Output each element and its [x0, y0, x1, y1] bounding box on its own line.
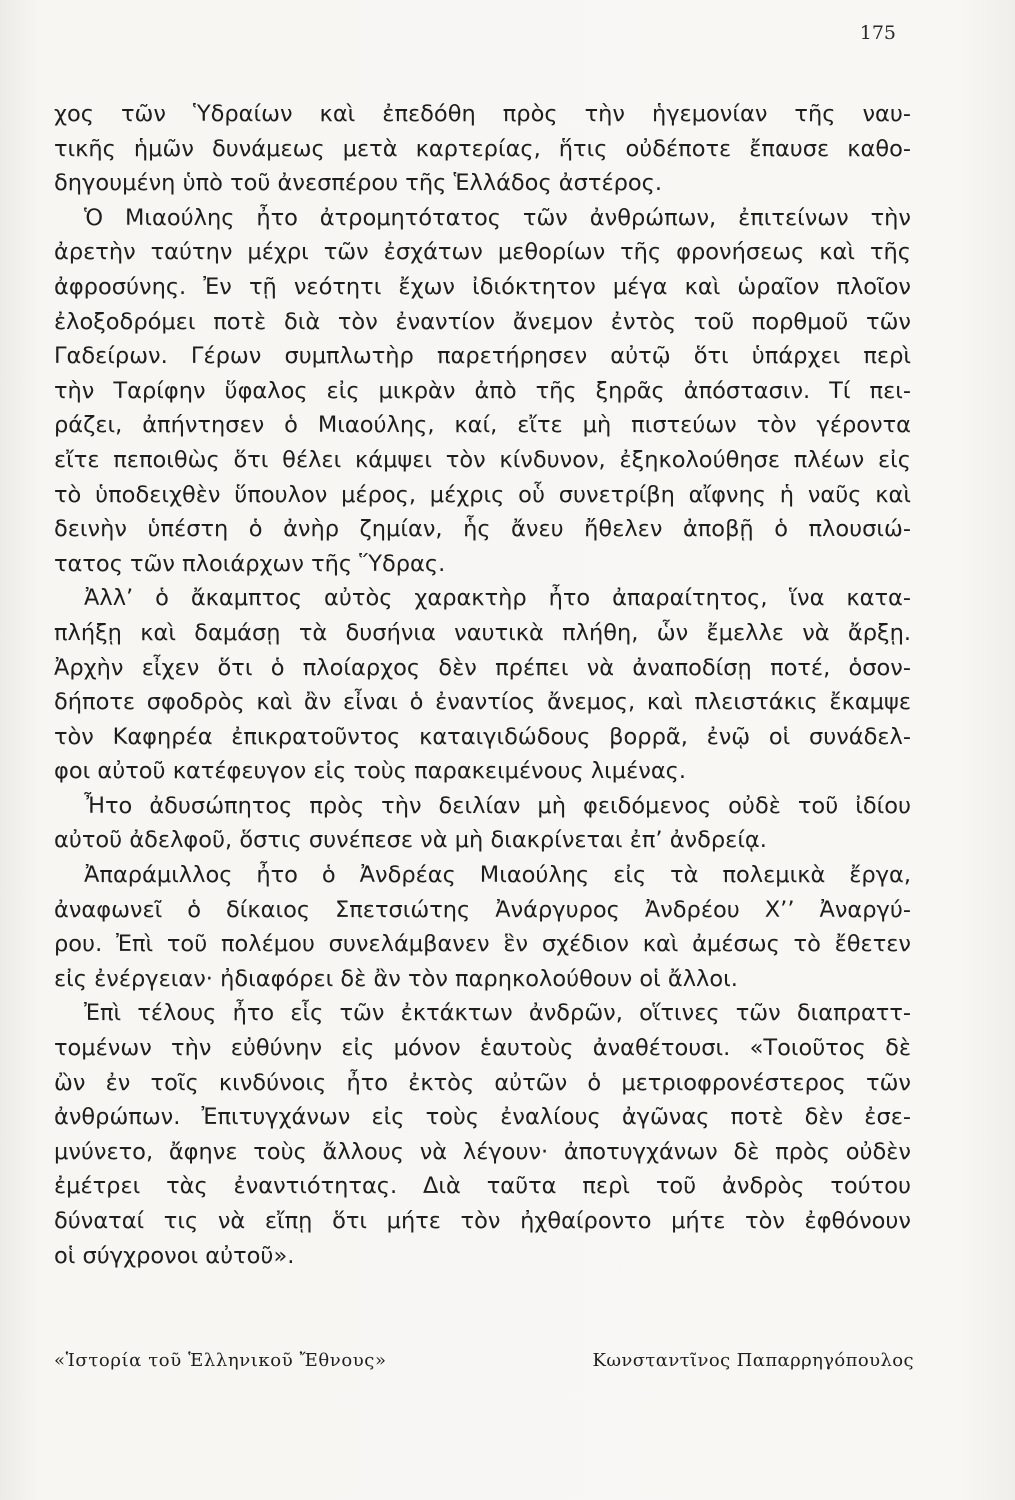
text-line: τατος τῶν πλοιάρχων τῆς Ὕδρας. — [54, 550, 446, 577]
text-line: ἐλοξοδρόμει ποτὲ διὰ τὸν ἐναντίον ἄνεμον ἐντὸς τοῦ πορθμοῦ τῶν — [54, 308, 911, 335]
author-name: Κωνσταντῖνος Παπαρρηγόπουλος — [592, 1350, 914, 1371]
text-line: πλήξῃ καὶ δαμάσῃ τὰ δυσήνια ναυτικὰ πλήθη, ὧν ἔμελλε νὰ ἄρξῃ. — [54, 619, 911, 646]
text-line: ράζει, ἀπήντησεν ὁ Μιαούλης, καί, εἴτε μὴ πιστεύων τὸν γέροντα — [54, 412, 911, 439]
text-line: δήποτε σφοδρὸς καὶ ἂν εἶναι ὁ ἐναντίος ἄνεμος, καὶ πλειστάκις ἔκαμψε — [54, 689, 911, 716]
text-line: τὸ ὑποδειχθὲν ὕπουλον μέρος, μέχρις οὗ συνετρίβη αἴφνης ἡ ναῦς καὶ — [54, 481, 911, 508]
text-line: δηγουμένη ὑπὸ τοῦ ἀνεσπέρου τῆς Ἑλλάδος ἀστέρος. — [54, 170, 663, 197]
source-citation: «Ἱστορία τοῦ Ἑλληνικοῦ Ἔθνους» — [54, 1350, 387, 1371]
text-line: ἀφροσύνης. Ἐν τῇ νεότητι ἔχων ἰδιόκτητον μέγα καὶ ὡραῖον πλοῖον — [54, 273, 911, 300]
text-line: Ὁ Μιαούλης ἦτο ἀτρομητότατος τῶν ἀνθρώπων, ἐπιτείνων τὴν — [84, 204, 911, 231]
text-line: τομένων τὴν εὐθύνην εἰς μόνον ἑαυτοὺς ἀναθέτουσι. «Τοιοῦτος δὲ — [54, 1035, 911, 1062]
text-line: φοι αὐτοῦ κατέφευγον εἰς τοὺς παρακειμένους λιμένας. — [54, 758, 687, 785]
body-text — [54, 97, 911, 1273]
text-line: ρου. Ἐπὶ τοῦ πολέμου συνελάμβανεν ἓν σχέδιον καὶ ἀμέσως τὸ ἔθετεν — [54, 931, 911, 958]
text-line: Ἀρχὴν εἶχεν ὅτι ὁ πλοίαρχος δὲν πρέπει νὰ ἀναποδίσῃ ποτέ, ὁσον- — [54, 654, 911, 681]
text-line: Ἐπὶ τέλους ἦτο εἷς τῶν ἐκτάκτων ἀνδρῶν, οἵτινες τῶν διαπραττ- — [84, 1000, 911, 1027]
text-line: ὢν ἐν τοῖς κινδύνοις ἦτο ἐκτὸς αὐτῶν ὁ μετριοφρονέστερος τῶν — [54, 1069, 911, 1096]
text-line: Ἀλλ’ ὁ ἄκαμπτος αὐτὸς χαρακτὴρ ἦτο ἀπαραίτητος, ἵνα κατα- — [84, 585, 911, 612]
text-line: δεινὴν ὑπέστη ὁ ἀνὴρ ζημίαν, ἧς ἄνευ ἤθελεν ἀποβῇ ὁ πλουσιώ- — [54, 516, 911, 543]
text-line: δύναταί τις νὰ εἴπῃ ὅτι μήτε τὸν ἠχθαίροντο μήτε τὸν ἐφθόνουν — [54, 1208, 911, 1234]
text-line: χος τῶν Ὑδραίων καὶ ἐπεδόθη πρὸς τὴν ἡγεμονίαν τῆς ναυ- — [54, 101, 911, 127]
page-number: 175 — [859, 22, 896, 44]
text-line: τὸν Καφηρέα ἐπικρατοῦντος καταιγιδώδους βορρᾶ, ἐνῷ οἱ συνάδελ- — [54, 723, 911, 750]
text-line: Γαδείρων. Γέρων συμπλωτὴρ παρετήρησεν αὐτῷ ὅτι ὑπάρχει περὶ — [54, 343, 911, 370]
text-line: αὐτοῦ ἀδελφοῦ, ὅστις συνέπεσε νὰ μὴ διακρίνεται ἐπ’ ἀνδρείᾳ. — [54, 827, 767, 854]
text-line: εἰς ἐνέργειαν· ἠδιαφόρει δὲ ἂν τὸν παρηκολούθουν οἱ ἄλλοι. — [54, 965, 738, 992]
text-line: τὴν Ταρίφην ὕφαλος εἰς μικρὰν ἀπὸ τῆς ξηρᾶς ἀπόστασιν. Τί πει- — [54, 377, 911, 404]
text-line: οἱ σύγχρονοι αὐτοῦ». — [54, 1242, 295, 1269]
text-line: Ἀπαράμιλλος ἦτο ὁ Ἀνδρέας Μιαούλης εἰς τὰ πολεμικὰ ἔργα, — [84, 862, 911, 889]
text-line: ἀναφωνεῖ ὁ δίκαιος Σπετσιώτης Ἀνάργυρος Ἀνδρέου Χ’’ Ἀναργύ- — [54, 896, 911, 923]
text-line: τικῆς ἡμῶν δυνάμεως μετὰ καρτερίας, ἥτις οὐδέποτε ἔπαυσε καθο- — [54, 135, 911, 162]
text-line: ἀνθρώπων. Ἐπιτυγχάνων εἰς τοὺς ἐναλίους ἀγῶνας ποτὲ δὲν ἐσε- — [54, 1104, 911, 1131]
text-line: ἀρετὴν ταύτην μέχρι τῶν ἐσχάτων μεθορίων τῆς φρονήσεως καὶ τῆς — [54, 239, 911, 266]
text-line: εἴτε πεποιθὼς ὅτι θέλει κάμψει τὸν κίνδυνον, ἐξηκολούθησε πλέων εἰς — [54, 446, 911, 473]
text-line: Ἦτο ἀδυσώπητος πρὸς τὴν δειλίαν μὴ φειδόμενος οὐδὲ τοῦ ἰδίου — [84, 792, 911, 819]
text-line: μνύνετο, ἄφηνε τοὺς ἄλλους νὰ λέγουν· ἀποτυγχάνων δὲ πρὸς οὐδὲν — [54, 1138, 911, 1165]
text-line: ἐμέτρει τὰς ἐναντιότητας. Διὰ ταῦτα περὶ τοῦ ἀνδρὸς τούτου — [54, 1173, 911, 1200]
